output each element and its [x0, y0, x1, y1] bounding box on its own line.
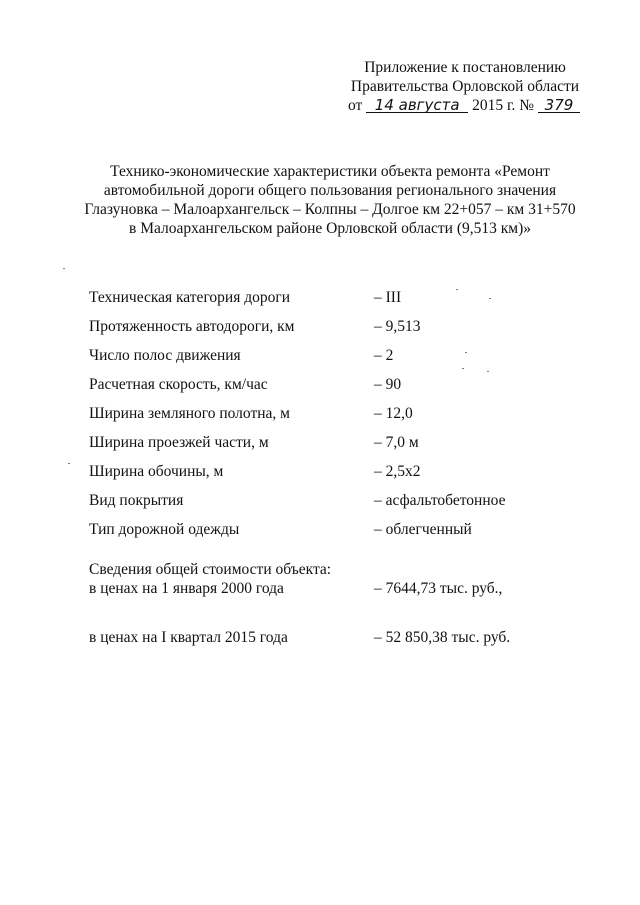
cost-row — [89, 580, 559, 599]
spec-label: Число полос движения — [89, 347, 241, 364]
spec-value: – 7,0 м — [374, 434, 419, 451]
spec-value: – 9,513 — [374, 318, 421, 335]
date-prefix: от — [348, 97, 363, 114]
spec-row — [89, 289, 559, 318]
title-line-4: в Малоархангельском районе Орловской области (9,513 км)» — [129, 220, 531, 237]
handwritten-number: 379 — [538, 98, 580, 113]
handwritten-date: 14 августа — [366, 98, 468, 113]
scan-speck — [63, 268, 65, 269]
scan-speck — [465, 352, 467, 353]
spec-label: Расчетная скорость, км/час — [89, 376, 268, 393]
spec-row — [89, 521, 559, 550]
spec-value: – асфальтобетонное — [374, 492, 506, 509]
cost-section — [89, 561, 559, 648]
document-title — [70, 162, 590, 238]
spec-label: Вид покрытия — [89, 492, 184, 509]
title-line-3: Глазуновка – Малоархангельск – Колпны – Долгое км 22+057 – км 31+570 — [84, 201, 576, 218]
spec-label: Ширина обочины, м — [89, 463, 224, 480]
title-line-1: Технико-экономические характеристики объекта ремонта «Ремонт — [110, 163, 550, 180]
spec-label: Техническая категория дороги — [89, 289, 291, 306]
spec-value: – 12,0 — [374, 405, 413, 422]
cost-value: – 7644,73 тыс. руб., — [374, 580, 503, 597]
spec-label: Ширина проезжей части, м — [89, 434, 269, 451]
spec-label: Тип дорожной одежды — [89, 521, 240, 538]
scan-speck — [489, 298, 491, 299]
cost-label: в ценах на 1 января 2000 года — [89, 580, 284, 597]
cost-row — [89, 629, 559, 648]
spec-row — [89, 405, 559, 434]
spec-label: Ширина земляного полотна, м — [89, 405, 290, 422]
cost-label: в ценах на I квартал 2015 года — [89, 629, 288, 646]
spec-label: Протяженность автодороги, км — [89, 318, 295, 335]
cost-value: – 52 850,38 тыс. руб. — [374, 629, 511, 646]
appendix-header — [330, 58, 600, 115]
scan-speck — [462, 368, 464, 369]
appendix-line-1: Приложение к постановлению — [364, 59, 566, 76]
appendix-line-2: Правительства Орловской области — [350, 78, 580, 95]
spec-value: – облегченный — [374, 521, 472, 538]
spec-value: – 90 — [374, 376, 402, 393]
spec-row — [89, 318, 559, 347]
cost-heading: Сведения общей стоимости объекта: — [89, 561, 332, 578]
spec-value: – III — [374, 289, 402, 306]
scan-speck — [487, 371, 489, 372]
spec-row — [89, 492, 559, 521]
scan-speck — [68, 463, 70, 464]
scan-speck — [456, 289, 458, 290]
spec-value: – 2 — [374, 347, 394, 364]
appendix-date-line — [330, 96, 600, 115]
title-line-2: автомобильной дороги общего пользования регионального значения — [103, 182, 557, 199]
spec-row — [89, 434, 559, 463]
spec-value: – 2,5х2 — [374, 463, 421, 480]
spec-row — [89, 376, 559, 405]
specifications-list — [89, 289, 559, 550]
spec-row — [89, 463, 559, 492]
year-text: 2015 г. № — [472, 97, 535, 114]
